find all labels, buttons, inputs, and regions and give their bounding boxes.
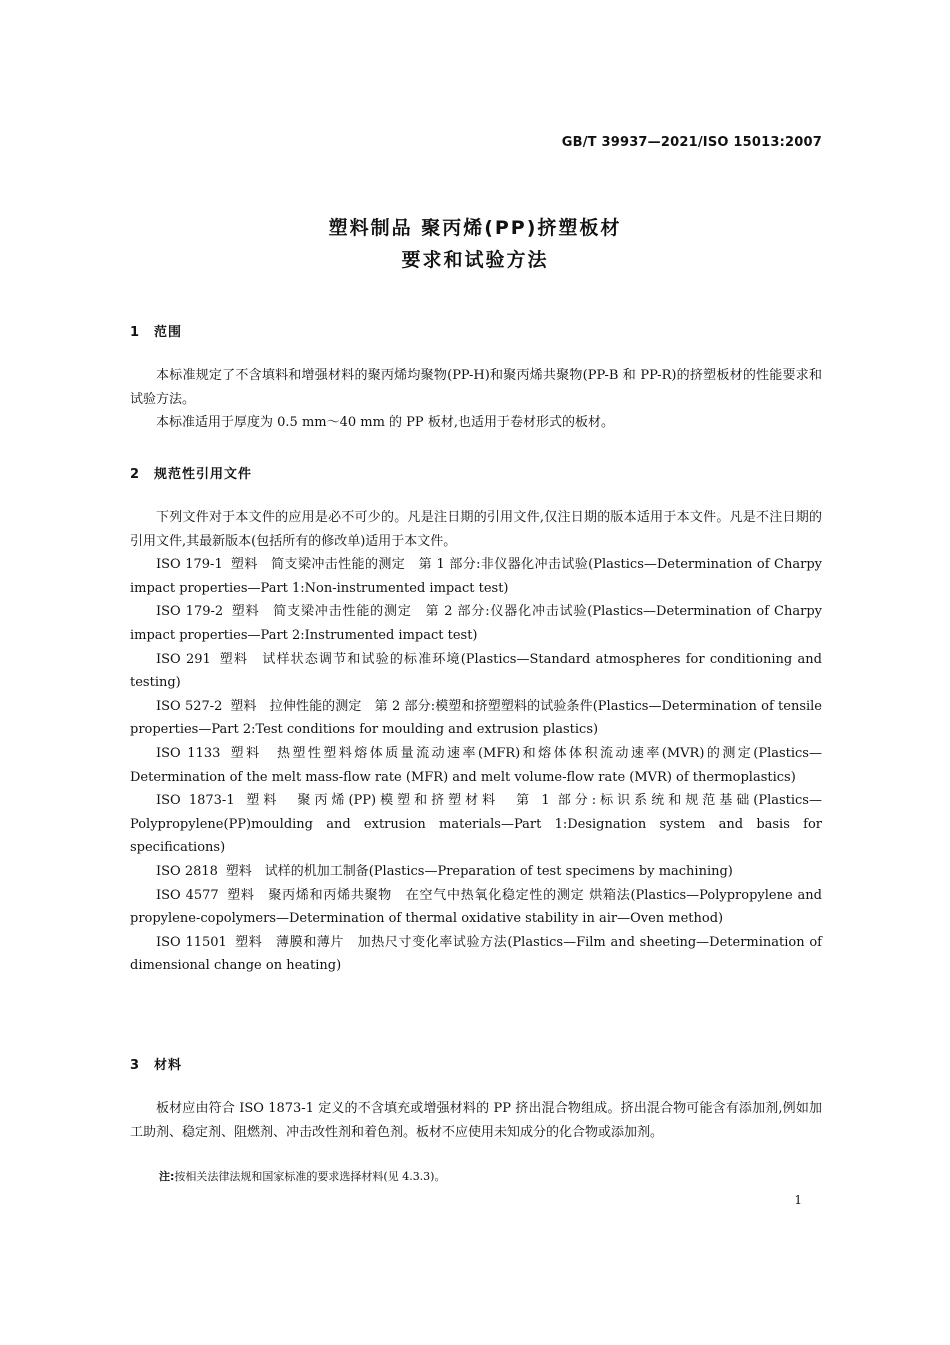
note (159, 1168, 445, 1184)
reference-code: ISO 1873-1 (156, 793, 235, 809)
section-1-heading (130, 321, 182, 340)
paragraph: 本标准适用于厚度为 0.5 mm～40 mm 的 PP 板材,也适用于卷材形式的板材。 (156, 415, 614, 431)
reference-code: ISO 179-2 (156, 604, 224, 620)
reference-code: ISO 179-1 (156, 557, 223, 573)
reference-code: ISO 11501 (156, 934, 227, 950)
reference-entry (130, 695, 822, 742)
paragraph: 本标准规定了不含填料和增强材料的聚丙烯均聚物(PP-H)和聚丙烯共聚物(PP-B 和 PP-R)的挤塑板材的性能要求和试验方法。 (130, 368, 822, 407)
reference-code: ISO 291 (156, 651, 211, 667)
reference-entry (130, 884, 822, 931)
section-number: 2 (130, 467, 141, 482)
document-title-line1: 塑料制品 聚丙烯(PP)挤塑板材 (328, 217, 622, 239)
reference-code: ISO 1133 (156, 745, 221, 761)
page-number: 1 (794, 1193, 802, 1207)
reference-code: ISO 4577 (156, 887, 219, 903)
reference-code: ISO 527-2 (156, 698, 223, 714)
paragraph: 板材应由符合 ISO 1873-1 定义的不含填充或增强材料的 PP 挤出混合物组成。挤出混合物可能含有添加剂,例如加工助剂、稳定剂、阻燃剂、冲击改性剂和着色剂。板材不应使用未知成分的化合物或添加剂。 (130, 1101, 822, 1140)
reference-text: 塑料 拉伸性能的测定 第 2 部分:模塑和挤塑塑料的试验条件(Plastics—Determination of tensile properties—Part 2:Test conditions for moulding and extrusion plastics) (130, 698, 822, 738)
reference-entry (130, 742, 822, 789)
reference-text: 塑料 试样的机加工制备(Plastics—Preparation of test specimens by machining) (225, 863, 733, 879)
reference-entry (130, 648, 822, 695)
reference-entry (130, 553, 822, 600)
section-1-body (130, 364, 822, 435)
document-title-line2: 要求和试验方法 (401, 249, 549, 271)
paragraph: 下列文件对于本文件的应用是必不可少的。凡是注日期的引用文件,仅注日期的版本适用于本文件。凡是不注日期的引用文件,其最新版本(包括所有的修改单)适用于本文件。 (130, 510, 822, 549)
section-2-heading (130, 463, 252, 482)
reference-text: 塑料 聚丙烯(PP)模塑和挤塑材料 第 1 部分:标识系统和规范基础(Plastics—Polypropylene(PP)moulding and extrusion materials—Part 1:Designation system and basis for specifications) (130, 793, 822, 856)
section-title: 材料 (154, 1058, 183, 1073)
section-number: 1 (130, 325, 141, 340)
standard-code: GB/T 39937—2021/ISO 15013:2007 (561, 135, 822, 150)
section-title: 范围 (154, 325, 183, 340)
reference-text: 塑料 简支梁冲击性能的测定 第 1 部分:非仪器化冲击试验(Plastics—Determination of Charpy impact properties—Part 1:Non-instrumented impact test) (130, 557, 822, 596)
reference-entry (130, 789, 822, 860)
reference-entry (130, 931, 822, 978)
reference-entry (130, 600, 822, 647)
section-3-body (130, 1097, 822, 1144)
section-3-heading (130, 1054, 182, 1073)
reference-code: ISO 2818 (156, 863, 218, 879)
reference-entry (130, 860, 822, 884)
reference-text: 塑料 聚丙烯和丙烯共聚物 在空气中热氧化稳定性的测定 烘箱法(Plastics—Polypropylene and propylene-copolymers—Determination of thermal oxidative stability in air—Oven method) (130, 887, 822, 927)
reference-text: 塑料 薄膜和薄片 加热尺寸变化率试验方法(Plastics—Film and sheeting—Determination of dimensional change on heating) (130, 934, 822, 974)
section-2-body (130, 506, 822, 978)
reference-text: 塑料 试样状态调节和试验的标准环境(Plastics—Standard atmospheres for conditioning and testing) (130, 651, 822, 691)
reference-text: 塑料 热塑性塑料熔体质量流动速率(MFR)和熔体体积流动速率(MVR)的测定(Plastics—Determination of the melt mass-flow rate (MFR) and melt volume-flow rate (MVR) of thermoplastics) (130, 745, 822, 785)
note-label: 注: (159, 1170, 175, 1183)
reference-text: 塑料 简支梁冲击性能的测定 第 2 部分:仪器化冲击试验(Plastics—Determination of Charpy impact properties—Part 2:Instrumented impact test) (130, 604, 822, 643)
section-title: 规范性引用文件 (154, 467, 253, 482)
section-number: 3 (130, 1058, 141, 1073)
note-text: 按相关法律法规和国家标准的要求选择材料(见 4.3.3)。 (174, 1170, 446, 1183)
